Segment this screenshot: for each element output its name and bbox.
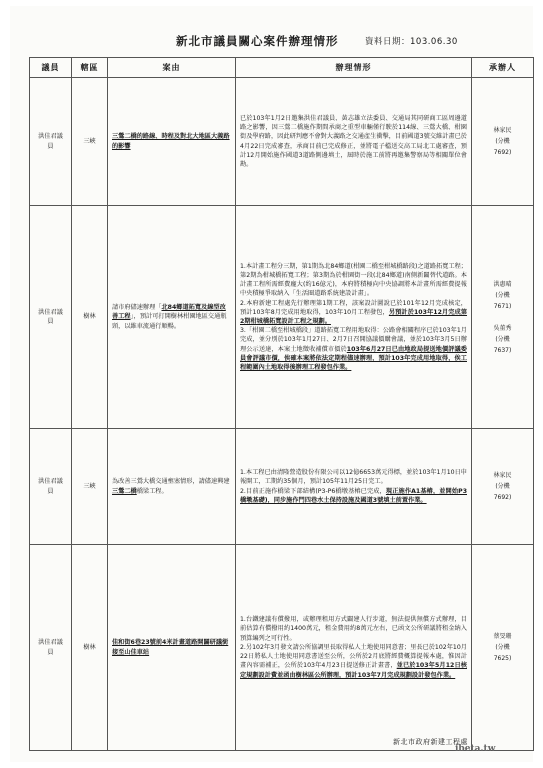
table-header-row: [30, 58, 534, 78]
cause-text: 」，預計可打開樹林柑園地區交通瓶頸，以維車流通行順暢。: [112, 313, 227, 330]
header-councilor: 議員: [30, 58, 72, 78]
status-cell: [236, 78, 472, 206]
handler-line: 蔡旻珊: [493, 633, 512, 640]
handler-line: (分機: [495, 138, 510, 145]
cause-project-name: 佳和街6巷23號前4米計畫道路開闢研議銜接至山佳車站: [112, 639, 229, 656]
status-highlight: 另預計於103年12月完成第2期柑城橋拓寬設計工程之規劃。: [240, 308, 468, 325]
councilor-cell: 洪佳君議員: [30, 545, 72, 751]
watermark: ibeta.tw: [455, 744, 496, 754]
status-cell: [236, 545, 472, 751]
status-highlight: 現正施作A1基樁，並開始P3橋墩基礎)，同步施作門四巷水土保持設施及國道3號填土前置作業。: [240, 487, 467, 504]
status-text: 已於103年1月2日邀集洪佳君議員、黃志雄立法委員、交通局其同研商工區周邊道路之影響，因三鶯二橋施作期間承商之重型車輛僅行駛於114線、三鶯大橋、柑園街及學府路，因此研判應不會對大義路之交通產生衝擊，目前國道3號交維計畫已於4月22日完成審查，承商目前已完成修正，並將電子檔送交高工局北工處審查，預計12月開始施作國道3道路側邊填土，屆時於施工前將再邀集警察局等相關單位會勘。: [240, 114, 467, 168]
cause-text: 橋梁工程。: [136, 487, 168, 495]
handler-cell: [472, 206, 534, 429]
handler-line: 7637): [493, 346, 512, 354]
table-row: [30, 206, 534, 429]
district-cell: 三峽: [72, 78, 108, 206]
handler-line: (分機: [495, 291, 510, 299]
header-status: 辦理情形: [236, 58, 472, 78]
status-paragraph: [240, 643, 467, 680]
case-table: [29, 57, 534, 751]
status-paragraph: [240, 468, 467, 486]
table-row: [30, 78, 534, 206]
handler-line: [472, 313, 533, 322]
cause-cell: [108, 206, 236, 429]
handler-line: 林家民: [493, 472, 512, 479]
district-cell: 三峽: [72, 429, 108, 545]
district-cell: 樹林: [72, 545, 108, 751]
cause-text: 為改善三鶯大橋交通壅塞情形，請儘速興建: [112, 478, 230, 486]
handler-cell: [472, 429, 534, 545]
handler-line: (分機: [495, 644, 510, 651]
data-date: 資料日期：103.06.30: [365, 37, 458, 47]
header-district: 轄區: [72, 58, 108, 78]
cause-cell: [108, 545, 236, 751]
councilor-cell: 洪佳君議員: [30, 429, 72, 545]
cause-cell: [108, 78, 236, 206]
handler-cell: [472, 78, 534, 206]
district-cell: 樹林: [72, 206, 108, 429]
handler-line: 7625): [493, 655, 512, 662]
status-highlight: 103年6月27日已由地政局提送地價評議委員會評議市價，俟確本案將依法定期程儘速辦理，預計103年完成用地取得，俟工程範圍內土地取得後辦理工程發包作業。: [240, 345, 467, 372]
status-cell: [236, 206, 472, 429]
handler-line: 7692): [493, 494, 512, 501]
status-text: 1.本計畫工程分三期，第1期為北84鄉道(柑園二橋至柑城橋路段)之道路拓寬工程；第2期為柑城橋拓寬工程；第3期為於柑園街一段(北84鄉道)南側新闢替代道路。本計畫工程所需經費龐大(約16億元)，本府將積極向中央協調將本計畫所需經費提報中央積極爭取納入「生活圈道路系統建設計畫」。: [240, 262, 467, 298]
handler-line: 7692): [493, 149, 512, 156]
councilor-cell: 洪佳君議員: [30, 78, 72, 206]
status-text: 1.台鐵建議有償撥用，或辦理租用方式闢建人行步道，無法提供無償方式辦理，目前估算有償撥用約1400萬元，租金費用約8萬元左右，已函文公所研議將租金納入預算編列之可行性。: [240, 616, 467, 642]
handler-line: 洪惠晴: [493, 280, 512, 288]
cause-project-name: 三鶯二橋的路線、時程及對北大地區大義路的影響: [112, 133, 230, 150]
status-text: 1.本工程已由清隆營造股份有限公司以12億6653萬元得標，並於103年1月10日申報開工，工期約35個月，預計105年11月25日完工。: [240, 469, 467, 486]
status-paragraph: [240, 615, 467, 643]
footer-agency: 新北市政府新建工程處: [393, 738, 468, 746]
status-paragraph: [240, 262, 467, 299]
cause-project-name: 北84鄉道拓寬及線型改善工程: [112, 304, 226, 321]
status-paragraph: [240, 326, 467, 372]
status-paragraph: [240, 299, 467, 327]
councilor-cell: 洪佳君議員: [30, 206, 72, 429]
status-text: 3.「柑園二橋至柑城橋段」道路拓寬工程用地取得：公路會相關程序已於103年1月完成，並分別於103年1月27日、2月7日召開協議價購會議，並於103年3月5日辦理公示送達，本案土地徵收補償市價於: [240, 327, 467, 353]
status-text: 2.目前正施作橋梁下部結構(P3-P6橋墩基樁已完成，: [240, 487, 386, 495]
status-cell: [236, 429, 472, 545]
handler-line: (分機: [495, 483, 510, 490]
cause-cell: [108, 429, 236, 545]
cause-text: 請市府儘速辦理「: [112, 304, 162, 312]
cause-project-name: 三鶯二橋: [112, 487, 137, 495]
header-handler: 承辦人: [472, 58, 534, 78]
handler-line: 林家民: [493, 127, 512, 134]
handler-line: (分機: [495, 335, 510, 343]
status-text: 2.另102年3月發文請公所協調里長取得私人土地使用同意書；里長已於102年10月22日將私人土地使用同意書送至公所，公所於2月底將經費概算提報本處，惟因計畫內容需補正，公所於103年4月23日提送修正計畫書，: [240, 643, 467, 670]
table-row: [30, 429, 534, 545]
handler-line: 7671): [493, 302, 512, 310]
document-title: 新北市議員關心案件辦理情形: [176, 34, 339, 48]
status-text: 2.本府新建工程處先行辦理第1期工程，該案設計圖說已於101年12月完成核定，預計103年8月完成用地取得，103年10月工程發包，: [240, 299, 467, 316]
status-paragraph: [240, 114, 467, 169]
status-paragraph: [240, 487, 467, 505]
table-row: [30, 545, 534, 751]
handler-cell: [472, 545, 534, 751]
status-highlight: 並已於103年5月12日核定規劃設計費並函由樹林區公所辦理，預計103年7月完成規劃設計發包作業。: [240, 662, 467, 679]
handler-line: 吳董秀: [493, 324, 512, 332]
header-cause: 案由: [108, 58, 236, 78]
